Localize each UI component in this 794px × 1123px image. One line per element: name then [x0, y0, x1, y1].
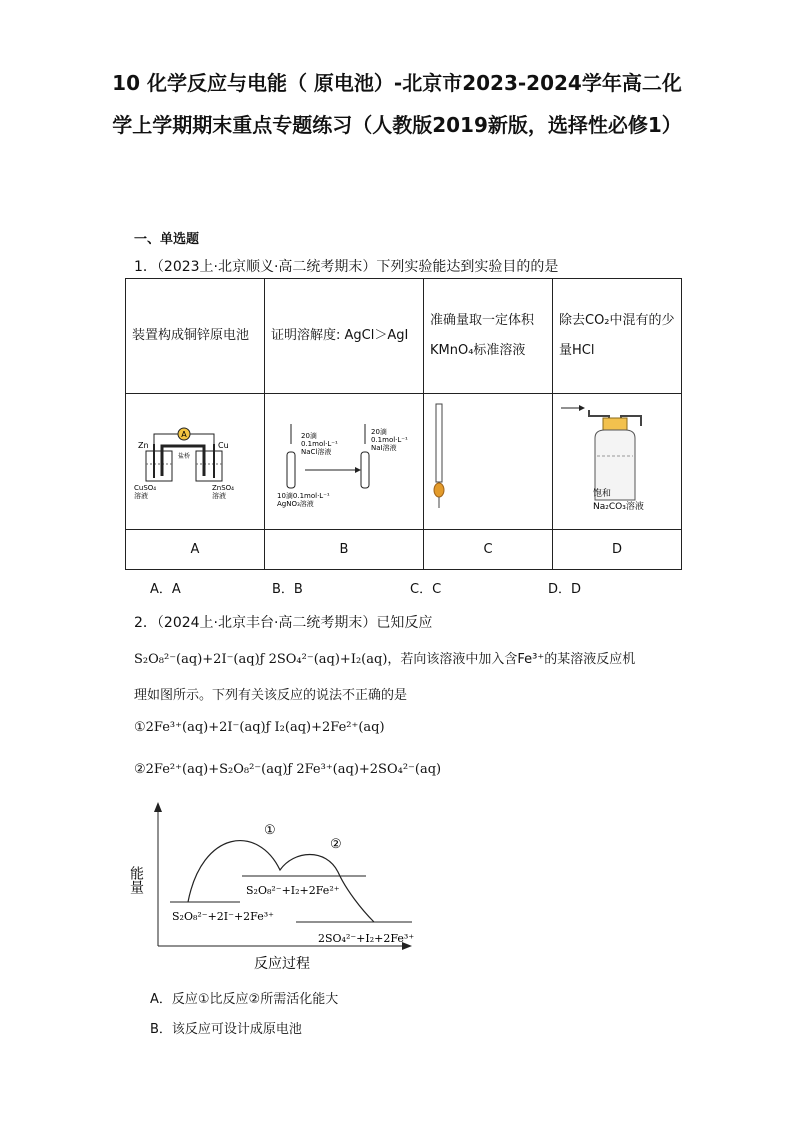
label-c: C [424, 530, 553, 570]
reagent-label: 10滴0.1mol·L⁻¹ [277, 491, 330, 500]
table-row [126, 530, 682, 570]
cell-b-desc: 证明溶解度: AgCl＞AgI [265, 279, 424, 394]
label-d: D [553, 530, 682, 570]
peak-2-label: ② [330, 837, 342, 852]
question-1-stem: 1．（2023上·北京顺义·高二统考期末）下列实验能达到实验目的的是 [134, 259, 559, 275]
y-axis-label: 能量 [128, 866, 144, 894]
bottle-label-1: 饱和 [593, 488, 612, 499]
cell-d-figure [553, 394, 682, 530]
x-axis-label: 反应过程 [254, 956, 310, 972]
reaction-2: ②2Fe²⁺(aq)+S₂O₈²⁻(aq)ƒ 2Fe³⁺(aq)+2SO₄²⁻(aq) [134, 762, 442, 777]
table-row [126, 394, 682, 530]
cell-c-desc: 准确量取一定体积KMnO₄标准溶液 [424, 279, 553, 394]
right-solution-label: ZnSO₄ [212, 483, 234, 492]
option-a[interactable]: A．A [150, 582, 181, 597]
reagent-label: 20滴 [301, 431, 317, 440]
question-2-line2: 理如图所示。下列有关该反应的说法不正确的是 [134, 688, 408, 703]
galvanic-cell-figure [132, 396, 258, 516]
left-solution-label: CuSO₄ [134, 483, 157, 492]
label-a: A [126, 530, 265, 570]
reaction-1: ①2Fe³⁺(aq)+2I⁻(aq)ƒ I₂(aq)+2Fe²⁺(aq) [134, 720, 385, 735]
question-2-line1 [134, 648, 635, 667]
cell-a-figure [126, 394, 265, 530]
option-c[interactable]: C．C [410, 582, 442, 597]
precipitation-figure [271, 396, 417, 516]
left-solution-label2: 溶液 [134, 491, 148, 500]
reagent-label: NaCl溶液 [301, 447, 332, 456]
cell-a-desc: 装置构成铜锌原电池 [126, 279, 265, 394]
cell-b-figure [265, 394, 424, 530]
option-b[interactable]: B．B [272, 582, 303, 597]
peak-1-label: ① [264, 823, 276, 838]
zn-label: Zn [138, 440, 149, 450]
ammeter-label: A [181, 429, 187, 439]
document-title: 10 化学反应与电能（ 原电池）-北京市2023-2024学年高二化学上学期期末重点专题练习（人教版2019新版，选择性必修1） [112, 71, 682, 137]
experiment-table [125, 278, 682, 570]
option-a[interactable]: A．反应①比反应②所需活化能大 [150, 992, 339, 1007]
end-level-label: 2SO₄²⁻+I₂+2Fe³⁺ [318, 932, 415, 945]
salt-bridge-label: 盐桥 [178, 452, 191, 460]
section-heading: 一、单选题 [134, 232, 200, 247]
right-solution-label2: 溶液 [212, 491, 226, 500]
reagent-label: 20滴 [371, 427, 387, 436]
reagent-label: 0.1mol·L⁻¹ [371, 435, 408, 444]
question-text: ，若向该溶液中加入含Fe³⁺的某溶液反应机 [387, 652, 636, 667]
question-2-stem: 2．（2024上·北京丰台·高二统考期末）已知反应 [134, 615, 433, 631]
reagent-label: NaI溶液 [371, 443, 397, 452]
option-d[interactable]: D．D [548, 582, 582, 597]
burette-figure [430, 396, 546, 516]
bottle-label-2: Na₂CO₃溶液 [593, 501, 644, 512]
cell-c-figure [424, 394, 553, 530]
reaction-equation: S₂O₈²⁻(aq)+2I⁻(aq)ƒ 2SO₄²⁻(aq)+I₂(aq) [134, 652, 388, 667]
reagent-label: 0.1mol·L⁻¹ [301, 439, 338, 448]
start-level-label: S₂O₈²⁻+2I⁻+2Fe³⁺ [172, 910, 274, 923]
cu-label: Cu [218, 440, 229, 450]
table-row [126, 279, 682, 394]
reagent-label: AgNO₃溶液 [277, 499, 314, 508]
label-b: B [265, 530, 424, 570]
gas-washing-bottle-figure [559, 396, 675, 516]
cell-d-desc: 除去CO₂中混有的少量HCl [553, 279, 682, 394]
energy-diagram [130, 800, 430, 975]
intermediate-level-label: S₂O₈²⁻+I₂+2Fe²⁺ [246, 884, 340, 897]
option-b[interactable]: B．该反应可设计成原电池 [150, 1022, 302, 1037]
